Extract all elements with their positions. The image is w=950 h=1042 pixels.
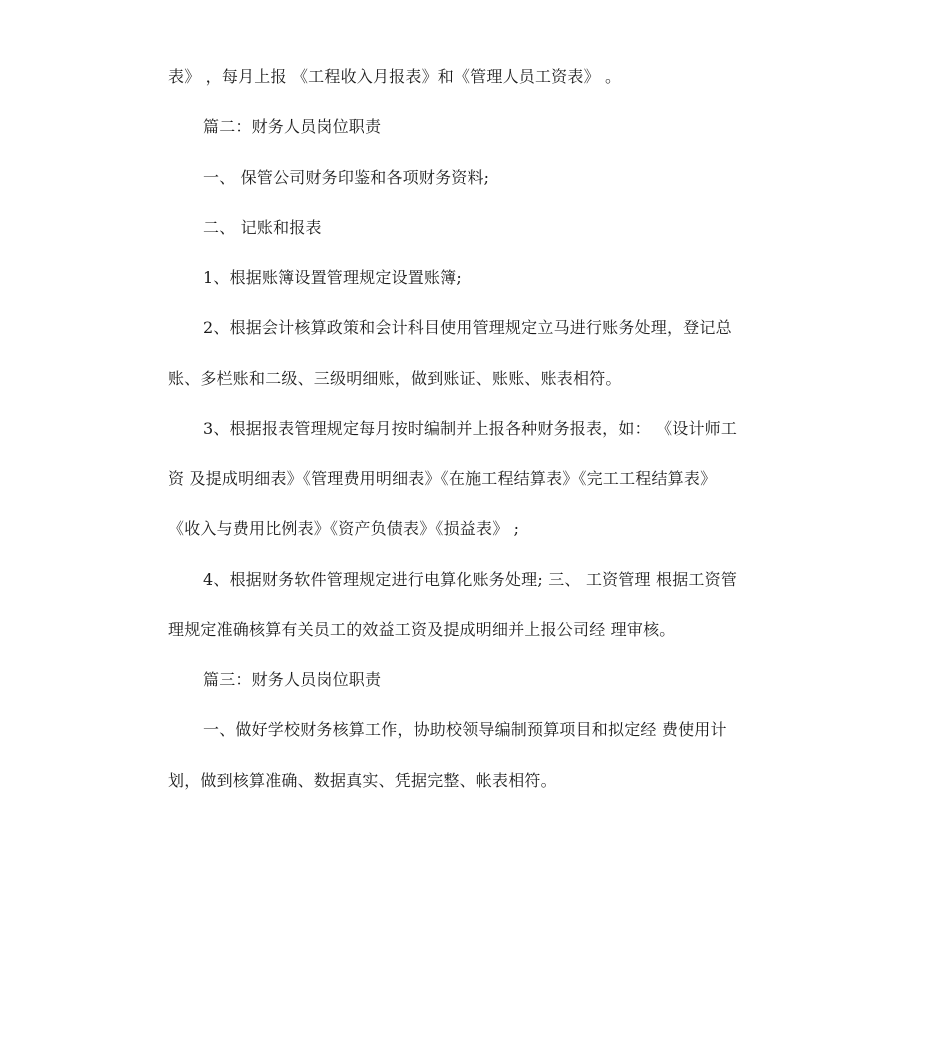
text-line: 账、多栏账和二级、三级明细账，做到账证、账账、账表相符。: [168, 369, 622, 388]
text-line: 1、根据账簿设置管理规定设置账簿;: [203, 268, 462, 287]
text-line: 一、 保管公司财务印鉴和各项财务资料;: [203, 168, 490, 187]
text-line: 二、 记账和报表: [203, 218, 322, 237]
text-line: 表》 ，每月上报 《工程收入月报表》和《管理人员工资表》 。: [168, 67, 622, 86]
text-line: 2、根据会计核算政策和会计科目使用管理规定立马进行账务处理，登记总: [203, 318, 732, 337]
text-line: 3、根据报表管理规定每月按时编制并上报各种财务报表，如： 《设计师工: [203, 419, 738, 438]
text-line: 资 及提成明细表》《管理费用明细表》《在施工程结算表》《完工工程结算表》: [168, 469, 717, 488]
section-heading: 篇二：财务人员岗位职责: [203, 117, 382, 136]
text-line: 划，做到核算准确、数据真实、凭据完整、帐表相符。: [168, 771, 557, 790]
section-heading: 篇三：财务人员岗位职责: [203, 670, 382, 689]
text-line: 一、做好学校财务核算工作，协助校领导编制预算项目和拟定经 费使用计: [203, 720, 727, 739]
text-line: 理规定准确核算有关员工的效益工资及提成明细并上报公司经 理审核。: [168, 620, 676, 639]
text-line: 《收入与费用比例表》《资产负债表》《损益表》 ;: [168, 519, 520, 538]
text-line: 4、根据财务软件管理规定进行电算化账务处理; 三、 工资管理 根据工资管: [203, 570, 738, 589]
